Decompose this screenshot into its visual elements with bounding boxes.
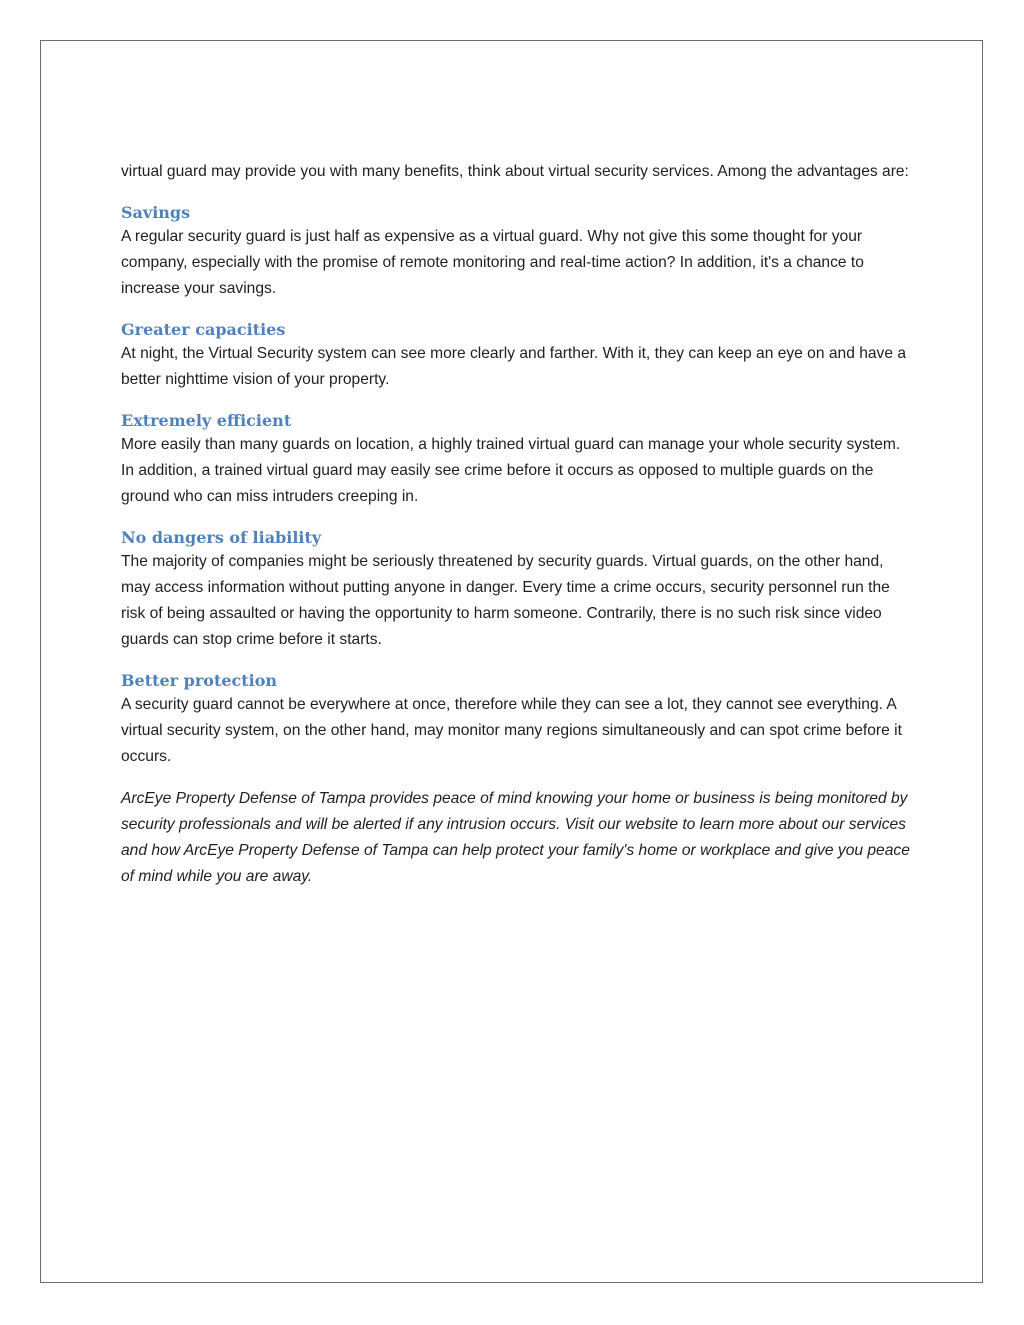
section-body: A security guard cannot be everywhere at once, therefore while they can see a lot, they cannot see everything. A virtual security system, on the other hand, may monitor many regions simultaneously and can spot crime before it occurs. — [121, 696, 902, 765]
document-body — [121, 159, 911, 890]
section-body: The majority of companies might be seriously threatened by security guards. Virtual guards, on the other hand, may access information without putting anyone in danger. Every time a crime occurs, security personnel run the risk of being assaulted or having the opportunity to harm someone. Contrarily, there is no such risk since video guards can stop crime before it starts. — [121, 553, 890, 648]
intro-paragraph: virtual guard may provide you with many benefits, think about virtual security services. Among the advantages are: — [121, 163, 909, 180]
section-heading: No dangers of liability — [121, 528, 322, 547]
section-extremely-efficient — [121, 409, 911, 510]
section-greater-capacities — [121, 318, 911, 393]
section-body: At night, the Virtual Security system can see more clearly and farther. With it, they can keep an eye on and have a better nighttime vision of your property. — [121, 345, 907, 388]
section-heading: Better protection — [121, 671, 278, 690]
section-heading: Savings — [121, 203, 191, 222]
section-body: A regular security guard is just half as expensive as a virtual guard. Why not give this some thought for your company, especially with the promise of remote monitoring and real-time action? In addition, it's a chance to increase your savings. — [121, 228, 864, 297]
section-heading: Greater capacities — [121, 320, 286, 339]
section-savings — [121, 201, 911, 302]
section-body: More easily than many guards on location, a highly trained virtual guard can manage your whole security system. In addition, a trained virtual guard may easily see crime before it occurs as opposed to multiple guards on the ground who can miss intruders creeping in. — [121, 436, 901, 505]
closing-paragraph: ArcEye Property Defense of Tampa provides peace of mind knowing your home or business is being monitored by security professionals and will be alerted if any intrusion occurs. Visit our website to learn more about our services and how ArcEye Property Defense of Tampa can help protect your family's home or workplace and give you peace of mind while you are away. — [121, 790, 910, 885]
document-page — [40, 40, 983, 1283]
section-better-protection — [121, 669, 911, 770]
section-heading: Extremely efficient — [121, 411, 292, 430]
section-no-dangers-of-liability — [121, 526, 911, 653]
